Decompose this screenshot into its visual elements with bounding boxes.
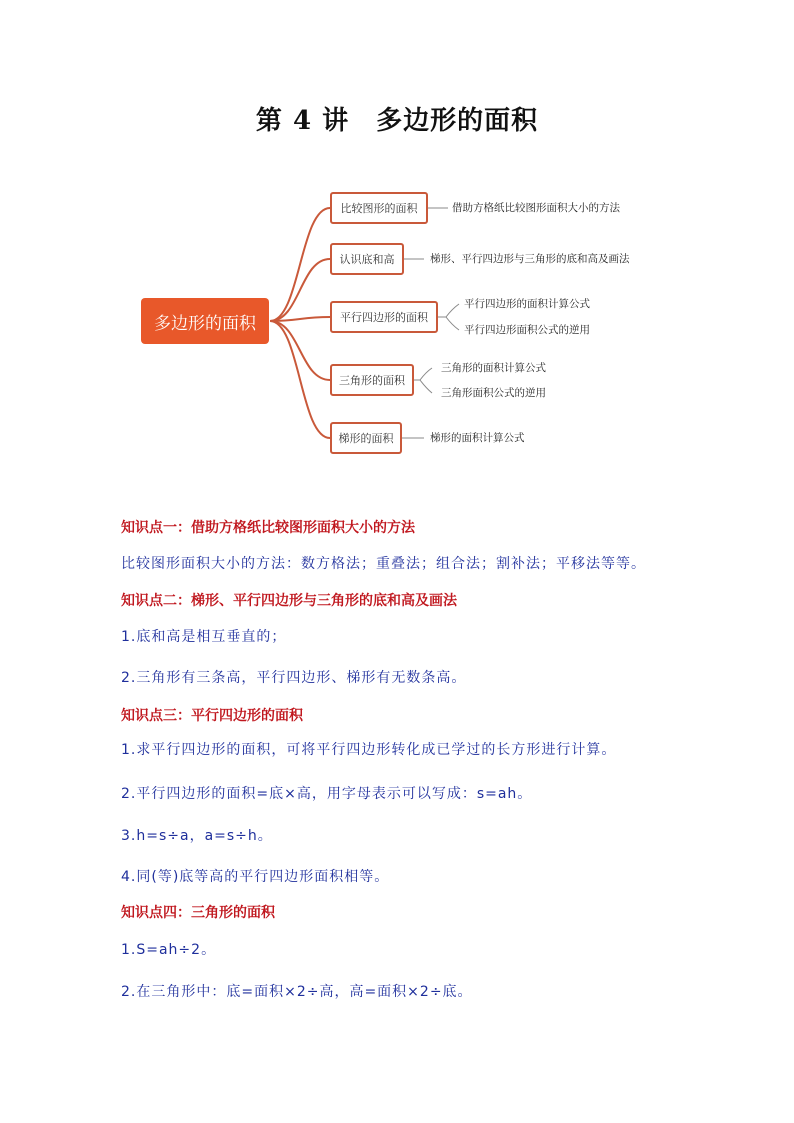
leaf-triangle-formula: 三角形的面积计算公式 (441, 362, 546, 374)
section-4-line-1: 1.S=ah÷2。 (121, 942, 217, 958)
connector-branch-1 (270, 208, 330, 321)
section-heading-2: 知识点二：梯形、平行四边形与三角形的底和高及画法 (121, 593, 457, 609)
section-3-line-4: 4.同(等)底等高的平行四边形面积相等。 (121, 869, 390, 885)
leaf-parallelogram-inverse: 平行四边形面积公式的逆用 (464, 324, 590, 336)
branch-compare-area: 比较图形的面积 (330, 192, 428, 224)
section-4-line-2: 2.在三角形中：底=面积×2÷高，高=面积×2÷底。 (121, 984, 473, 1000)
leaf-trapezoid-formula: 梯形的面积计算公式 (430, 432, 525, 444)
connector-branch-4 (270, 321, 330, 380)
mind-map-root: 多边形的面积 (141, 298, 269, 344)
page-title: 第 4 讲 多边形的面积 (255, 106, 539, 136)
branch-parallelogram-area: 平行四边形的面积 (330, 301, 438, 333)
leaf-parallelogram-formula: 平行四边形的面积计算公式 (464, 298, 590, 310)
branch-triangle-area: 三角形的面积 (330, 364, 414, 396)
connector-leaf-4 (414, 368, 432, 393)
connector-branch-5 (270, 321, 330, 438)
section-heading-3: 知识点三：平行四边形的面积 (121, 708, 303, 724)
leaf-base-height-drawing: 梯形、平行四边形与三角形的底和高及画法 (430, 253, 630, 265)
mind-map (0, 180, 794, 470)
section-3-line-3: 3.h=s÷a，a=s÷h。 (121, 828, 273, 844)
branch-trapezoid-area: 梯形的面积 (330, 422, 402, 454)
leaf-grid-comparison: 借助方格纸比较图形面积大小的方法 (452, 202, 620, 214)
section-heading-4: 知识点四：三角形的面积 (121, 905, 275, 921)
connector-leaf-3 (438, 304, 459, 330)
section-3-line-2: 2.平行四边形的面积=底×高，用字母表示可以写成：s=ah。 (121, 786, 533, 802)
branch-base-height: 认识底和高 (330, 243, 404, 275)
leaf-triangle-inverse: 三角形面积公式的逆用 (441, 387, 546, 399)
section-heading-1: 知识点一：借助方格纸比较图形面积大小的方法 (121, 520, 415, 536)
section-3-line-1: 1.求平行四边形的面积，可将平行四边形转化成已学过的长方形进行计算。 (121, 742, 617, 758)
section-2-line-1: 1.底和高是相互垂直的； (121, 629, 287, 645)
section-2-line-2: 2.三角形有三条高，平行四边形、梯形有无数条高。 (121, 670, 467, 686)
section-1-line-1: 比较图形面积大小的方法：数方格法；重叠法；组合法；割补法；平移法等等。 (121, 556, 646, 572)
